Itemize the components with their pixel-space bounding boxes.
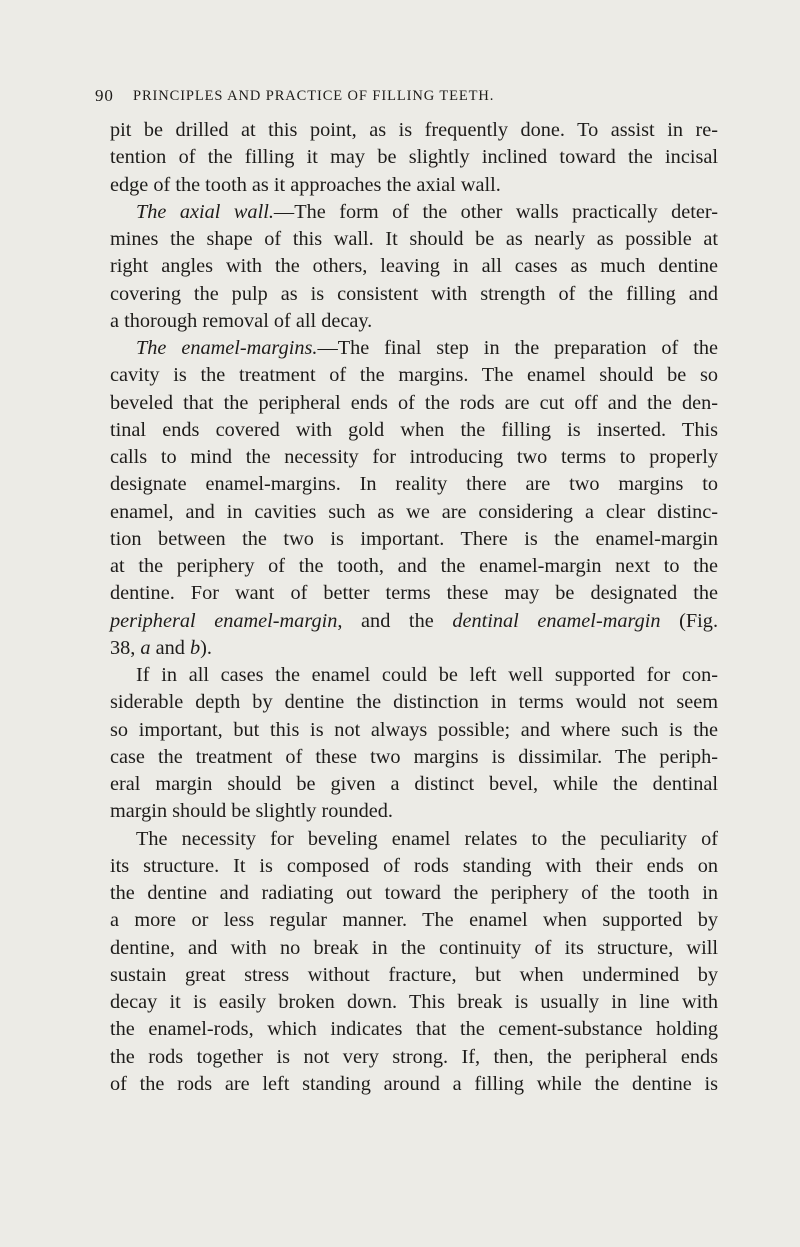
- text-line: [110, 717, 718, 744]
- text-line: [110, 199, 718, 226]
- text-segment: If in all cases the enamel could be left well supported for con-: [136, 664, 718, 686]
- text-segment: tion between the two is important. There is the enamel-margin: [110, 527, 718, 550]
- text-segment: 38,: [110, 636, 141, 659]
- text-line: [110, 281, 718, 308]
- text-line: [110, 935, 718, 962]
- text-line: [110, 553, 718, 580]
- text-line: [110, 526, 718, 553]
- text-segment: —The final step in the preparation of the: [317, 337, 718, 359]
- text-line: [110, 1044, 718, 1071]
- text-line: [110, 826, 718, 853]
- italic-text: peripheral enamel-margin: [110, 609, 338, 632]
- text-line: [110, 798, 718, 825]
- text-line: [110, 362, 718, 389]
- text-segment: , and the: [337, 609, 453, 632]
- text-line: [110, 390, 718, 417]
- text-segment: right angles with the others, leaving in all cases as much dentine: [110, 255, 718, 278]
- text-line: [110, 335, 718, 362]
- text-line: [110, 689, 718, 716]
- page-number: 90: [95, 86, 114, 105]
- text-segment: —The form of the other walls practically deter-: [273, 200, 719, 223]
- italic-text: a: [140, 636, 151, 659]
- running-head: [95, 86, 715, 110]
- text-segment: mines the shape of this wall. It should be as nearly as possible at: [110, 228, 718, 250]
- text-segment: dentine, and with no break in the continuity of its structure, will: [110, 936, 718, 959]
- text-segment: of the rods are left standing around a filling while the dentine is: [110, 1072, 718, 1095]
- italic-text: The enamel-margins.: [136, 337, 318, 359]
- text-segment: (Fig.: [660, 609, 719, 632]
- text-segment: its structure. It is composed of rods standing with their ends on: [110, 854, 718, 877]
- text-line: [110, 226, 718, 253]
- text-line: [110, 853, 718, 880]
- text-segment: ).: [200, 636, 212, 659]
- text-segment: cavity is the treatment of the margins. The enamel should be so: [110, 364, 718, 387]
- text-line: [110, 471, 718, 498]
- text-segment: pit be drilled at this point, as is frequently done. To assist in re-: [110, 119, 718, 141]
- text-line: [110, 744, 718, 771]
- text-segment: The necessity for beveling enamel relates to the peculiarity of: [136, 827, 718, 850]
- text-segment: and: [150, 636, 190, 659]
- text-segment: tinal ends covered with gold when the filling is inserted. This: [110, 418, 718, 441]
- text-line: [110, 880, 718, 907]
- text-line: [110, 771, 718, 798]
- text-segment: a thorough removal of all decay.: [110, 309, 373, 332]
- running-title: PRINCIPLES AND PRACTICE OF FILLING TEETH.: [133, 88, 495, 104]
- text-segment: the dentine and radiating out toward the periphery of the tooth in: [110, 882, 718, 904]
- text-segment: tention of the filling it may be slightly inclined toward the incisal: [110, 146, 718, 169]
- text-line: [110, 608, 718, 635]
- text-line: [110, 499, 718, 526]
- text-segment: eral margin should be given a distinct bevel, while the dentinal: [110, 773, 718, 795]
- text-segment: decay it is easily broken down. This break is usually in line with: [110, 991, 718, 1013]
- text-segment: margin should be slightly rounded.: [110, 800, 393, 823]
- text-line: [110, 662, 718, 689]
- text-line: [110, 635, 718, 662]
- text-line: [110, 1071, 718, 1098]
- text-line: [110, 580, 718, 607]
- text-segment: case the treatment of these two margins is dissimilar. The periph-: [110, 745, 718, 768]
- text-segment: covering the pulp as is consistent with strength of the filling and: [110, 282, 718, 305]
- text-segment: the rods together is not very strong. If, then, the peripheral ends: [110, 1045, 718, 1068]
- text-segment: calls to mind the necessity for introducing two terms to properly: [110, 446, 718, 468]
- text-segment: sustain great stress without fracture, but when undermined by: [110, 963, 718, 986]
- text-line: [110, 253, 718, 280]
- text-segment: enamel, and in cavities such as we are considering a clear distinc-: [110, 500, 718, 523]
- italic-text: The axial wall.: [136, 200, 274, 223]
- text-line: [110, 117, 718, 144]
- text-segment: the enamel-rods, which indicates that the cement-substance holding: [110, 1018, 718, 1041]
- text-segment: at the periphery of the tooth, and the enamel-margin next to the: [110, 555, 718, 577]
- text-line: [110, 172, 718, 199]
- italic-text: b: [190, 636, 201, 659]
- text-line: [110, 989, 718, 1016]
- body-text: [110, 117, 718, 1098]
- text-segment: siderable depth by dentine the distinction in terms would not seem: [110, 691, 718, 714]
- text-segment: a more or less regular manner. The enamel when supported by: [110, 909, 718, 932]
- text-line: [110, 417, 718, 444]
- text-segment: dentine. For want of better terms these may be designated the: [110, 582, 718, 605]
- text-line: [110, 962, 718, 989]
- text-line: [110, 444, 718, 471]
- text-line: [110, 907, 718, 934]
- text-line: [110, 308, 718, 335]
- text-segment: beveled that the peripheral ends of the rods are cut off and the den-: [110, 391, 718, 414]
- text-line: [110, 1016, 718, 1043]
- text-segment: so important, but this is not always possible; and where such is the: [110, 718, 718, 741]
- text-line: [110, 144, 718, 171]
- text-segment: designate enamel-margins. In reality there are two margins to: [110, 473, 718, 496]
- italic-text: dentinal enamel-margin: [452, 609, 661, 632]
- text-segment: edge of the tooth as it approaches the axial wall.: [110, 173, 501, 196]
